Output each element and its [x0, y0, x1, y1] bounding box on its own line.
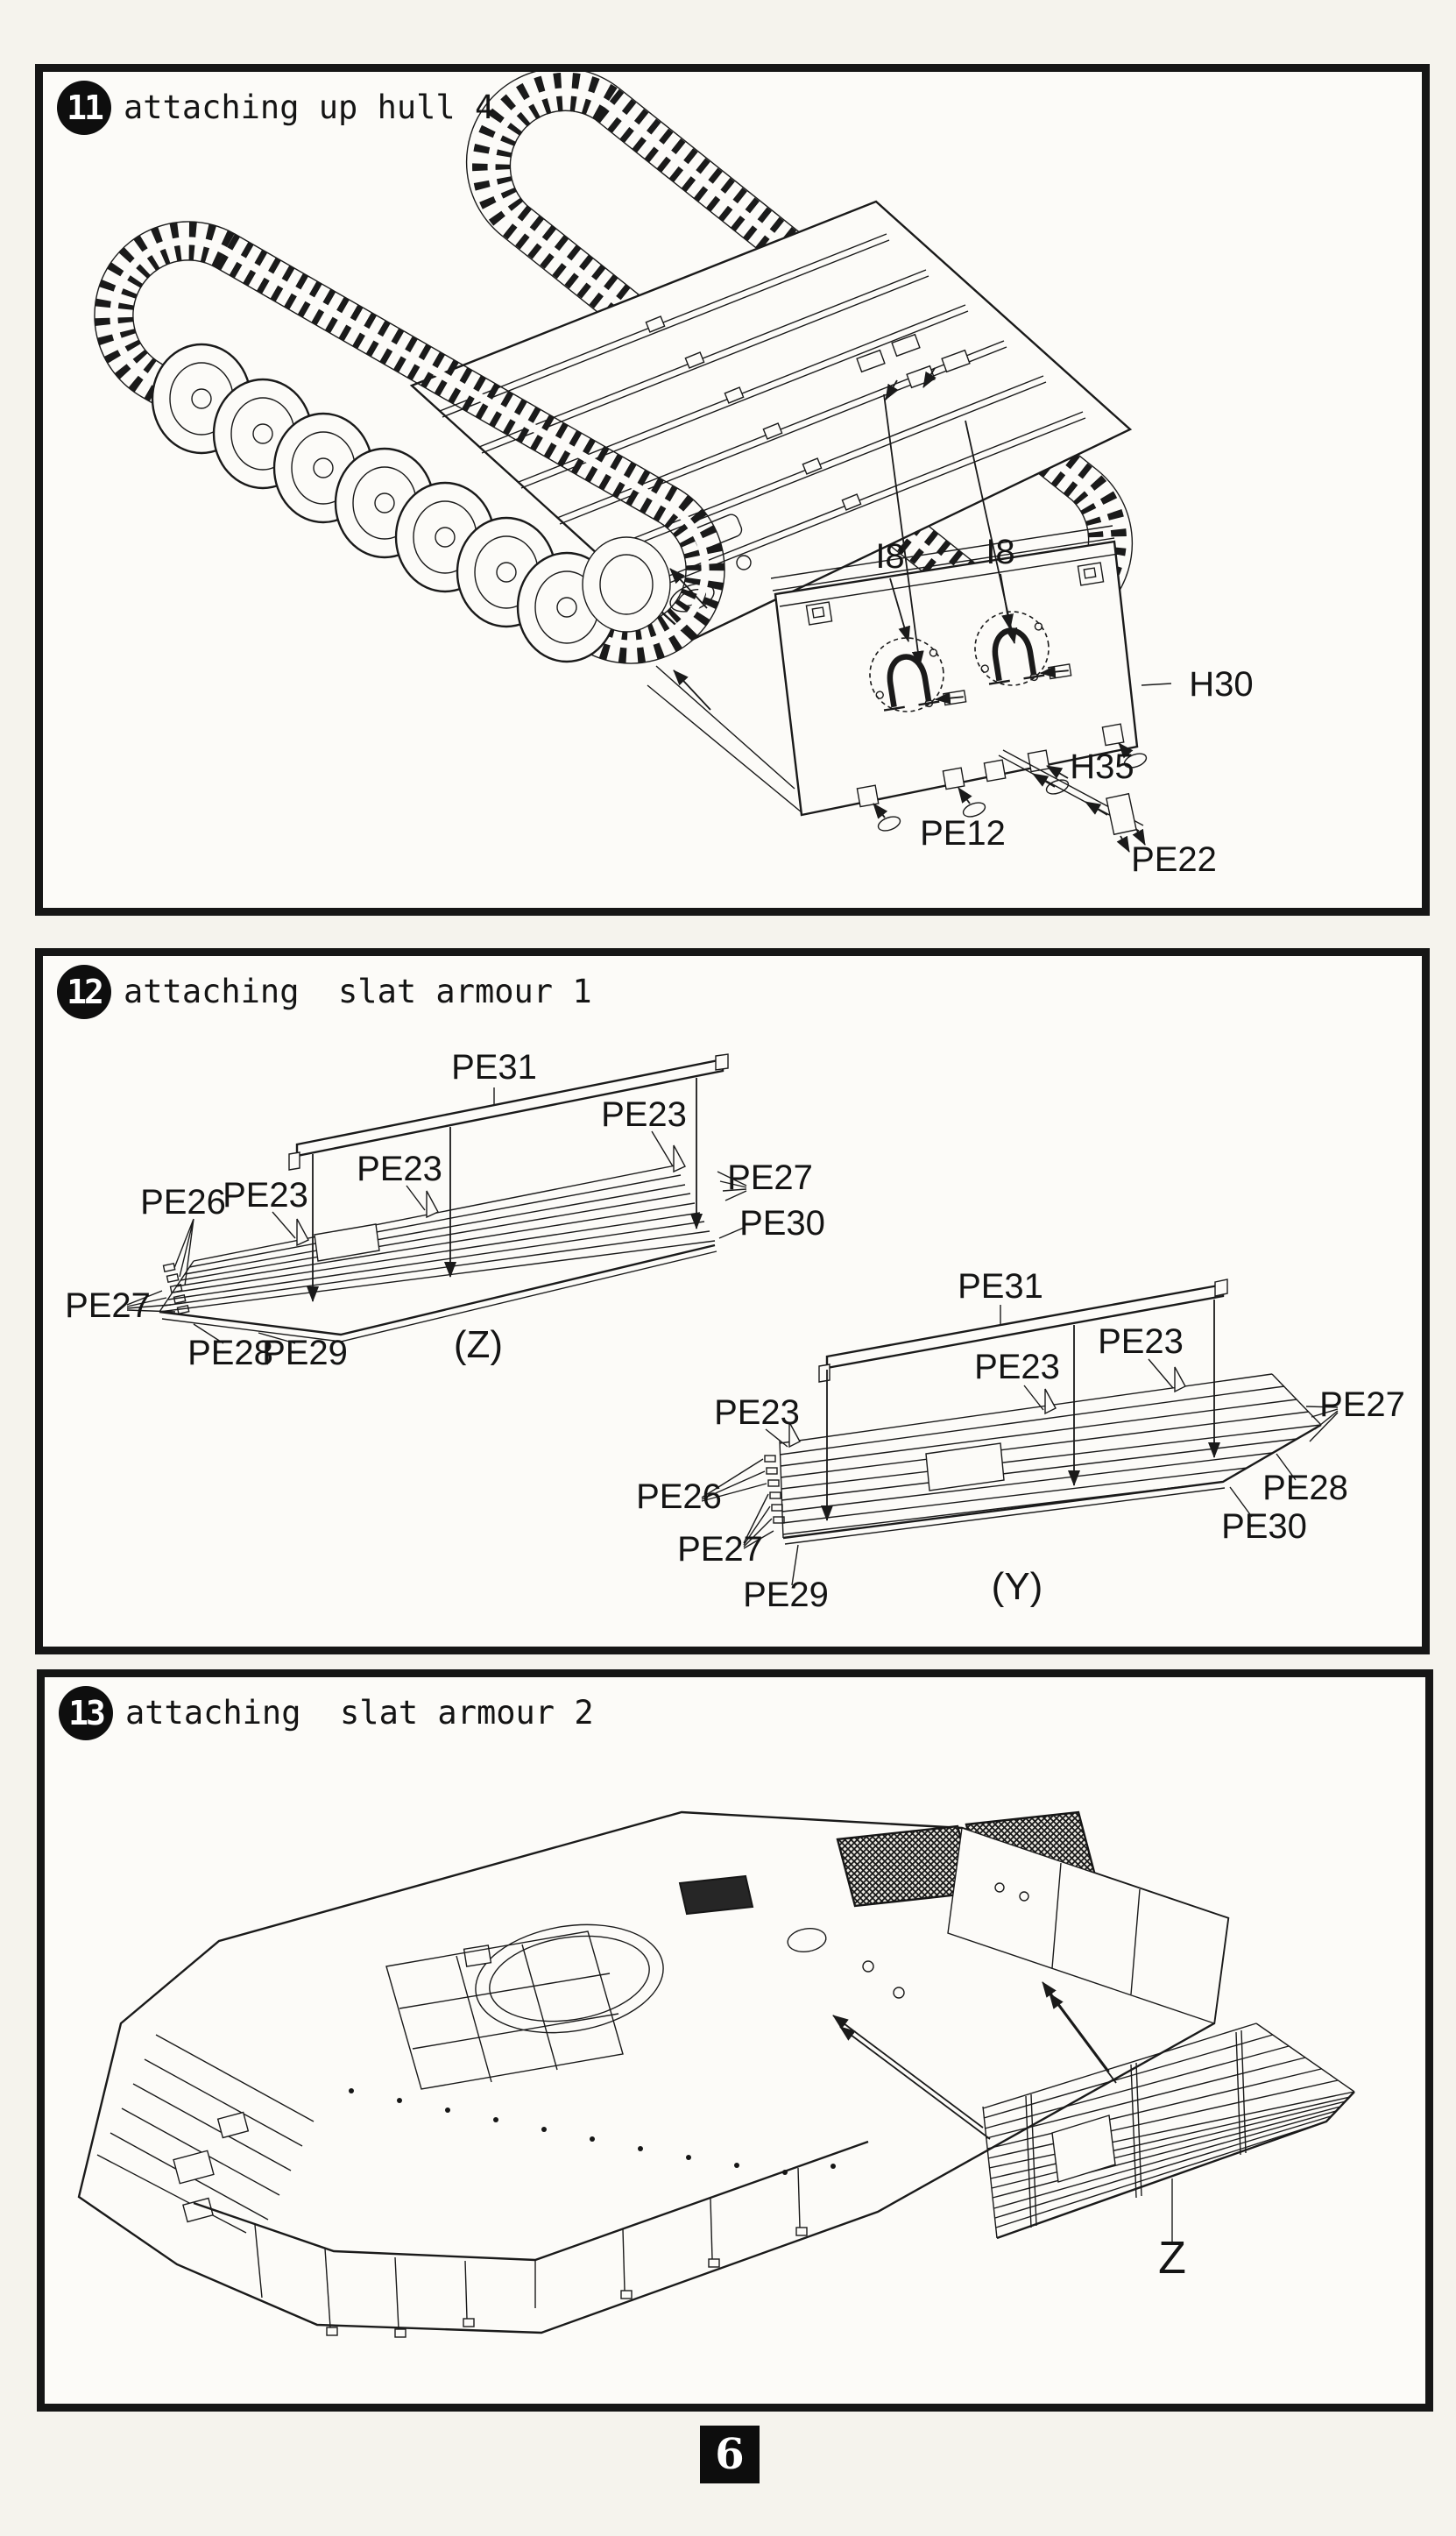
- part-label-pe23: PE23: [974, 1348, 1060, 1386]
- part-label-pe27: PE27: [727, 1158, 813, 1197]
- step-number-badge: [59, 1686, 113, 1740]
- part-label-pe27: PE27: [1319, 1385, 1405, 1424]
- step-number: 12: [67, 973, 102, 1011]
- part-label-pe23: PE23: [601, 1095, 687, 1134]
- step-12-panel: [35, 948, 1430, 1654]
- step-number: 13: [68, 1694, 103, 1732]
- part-label-pe31: PE31: [451, 1048, 537, 1087]
- slat-armour-diagram: [43, 956, 1422, 1647]
- part-label-pe27: PE27: [677, 1530, 763, 1569]
- small-grille: [680, 1876, 753, 1914]
- assembly-label-z: (Z): [453, 1323, 504, 1366]
- pe23-fin: [297, 1219, 308, 1245]
- step-13-header: [59, 1686, 594, 1740]
- step-11-header: [57, 81, 494, 135]
- step-12-header: [57, 965, 592, 1019]
- part-label-pe30: PE30: [739, 1204, 825, 1243]
- slat-panel-y: [636, 1267, 1405, 1614]
- part-label-pe28: PE28: [1262, 1469, 1348, 1507]
- tip-brackets-z: [164, 1264, 189, 1314]
- part-label-pe23: PE23: [357, 1150, 442, 1188]
- step-title: attaching slat armour 2: [125, 1693, 594, 1732]
- part-label-pe23: PE23: [714, 1393, 800, 1432]
- part-label-pe23: PE23: [223, 1176, 308, 1215]
- step-number-badge: [57, 81, 111, 135]
- part-label-pe23: PE23: [1098, 1322, 1184, 1361]
- part-label-h35: H35: [1070, 747, 1134, 786]
- part-label-pe26: PE26: [140, 1183, 226, 1222]
- part-label-pe27: PE27: [65, 1286, 151, 1325]
- part-label-i8-right: I8: [986, 533, 1015, 571]
- page-number: 6: [715, 2430, 745, 2479]
- slat-panel-z: [65, 1048, 825, 1372]
- step-13-panel: [37, 1669, 1433, 2412]
- hull-underside-diagram: [43, 72, 1422, 908]
- assembly-label-y: (Y): [991, 1565, 1043, 1608]
- pe23-fin: [1045, 1389, 1056, 1413]
- part-label-pe29: PE29: [262, 1334, 348, 1372]
- hull-top: [79, 1812, 1228, 2337]
- pe23-fin: [1175, 1367, 1185, 1392]
- part-label-pe22: PE22: [1131, 840, 1217, 879]
- step-number: 11: [67, 89, 102, 127]
- page-number-badge: [700, 2426, 760, 2483]
- step-11-panel: [35, 64, 1430, 916]
- pe23-fin: [427, 1191, 438, 1217]
- part-label-pe12: PE12: [920, 814, 1006, 853]
- slat-attachment-diagram: [45, 1677, 1425, 2404]
- assembly-label-z: Z: [1158, 2233, 1186, 2284]
- part-label-i8-left: I8: [875, 537, 905, 576]
- part-label-pe29: PE29: [743, 1576, 829, 1614]
- part-label-pe31: PE31: [958, 1267, 1043, 1306]
- arrow-hull-lower: [674, 670, 710, 710]
- pe23-fin: [674, 1145, 685, 1172]
- part-label-h30: H30: [1189, 665, 1254, 704]
- step-title: attaching up hull 4: [124, 88, 495, 126]
- part-label-pe28: PE28: [187, 1334, 273, 1372]
- part-label-pe30: PE30: [1221, 1507, 1307, 1546]
- part-label-pe26: PE26: [636, 1477, 722, 1516]
- step-title: attaching slat armour 1: [124, 972, 592, 1010]
- step-number-badge: [57, 965, 111, 1019]
